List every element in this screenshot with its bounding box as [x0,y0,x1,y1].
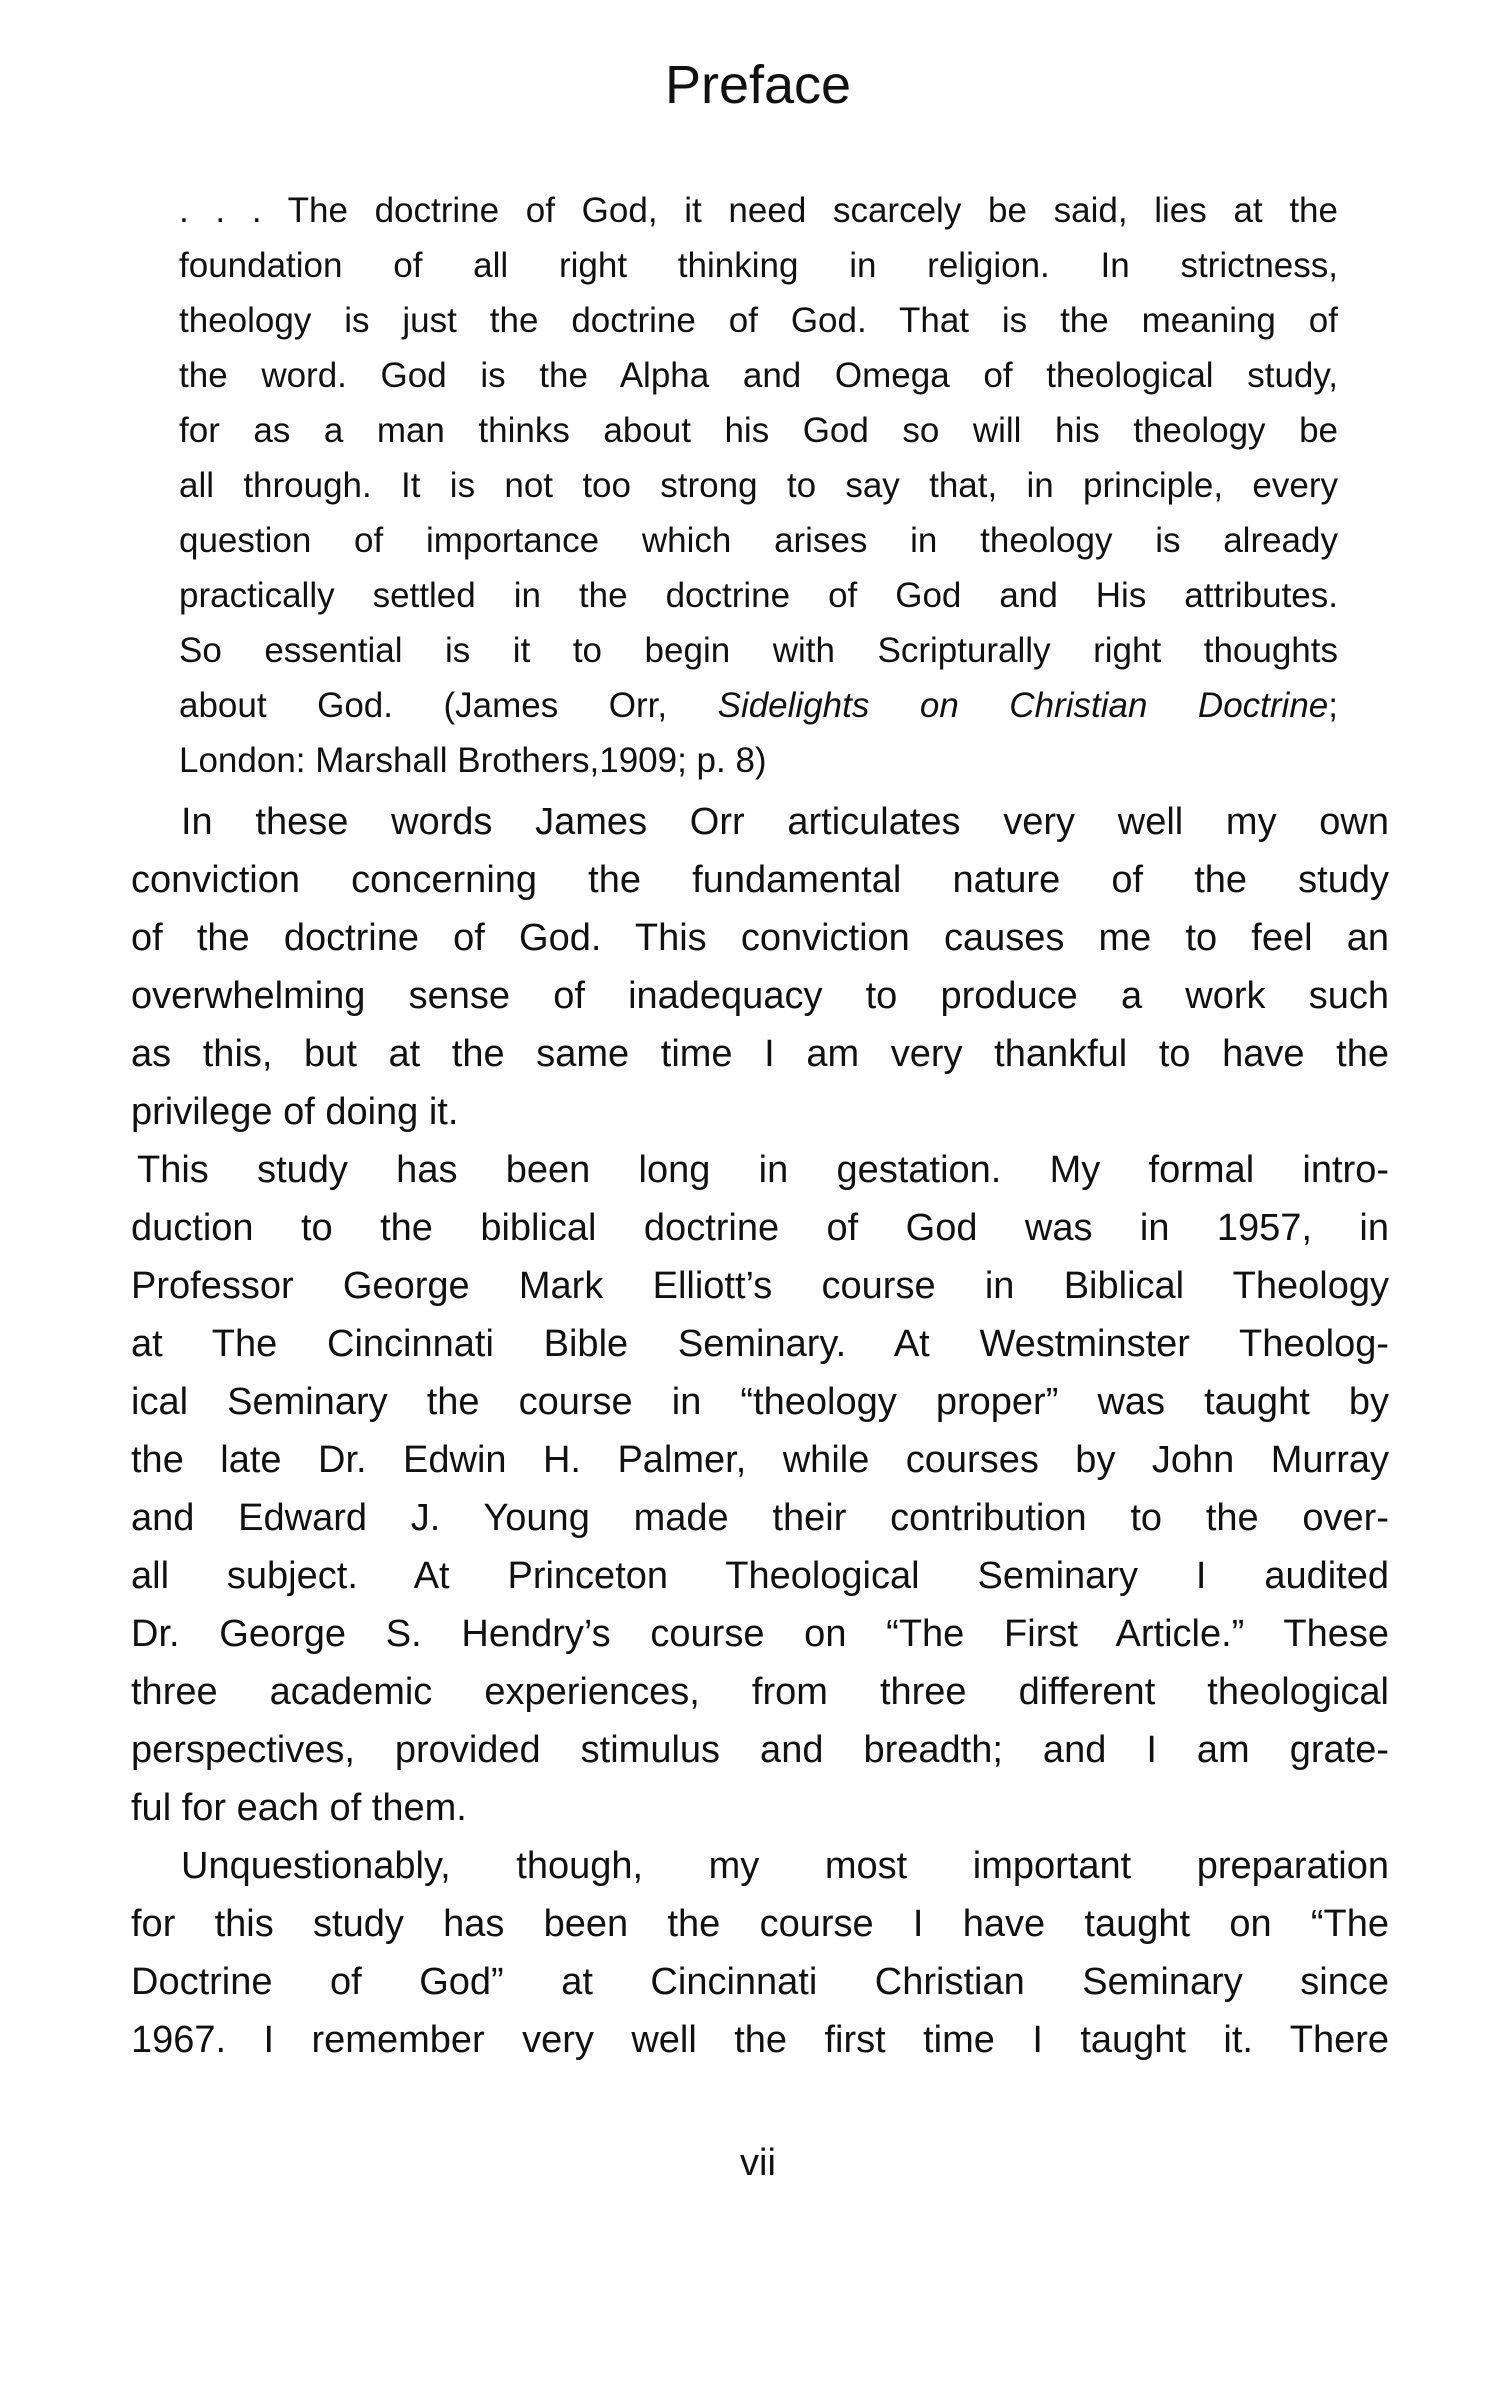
quote-line: practically settled in the doctrine of God and His attributes. [179,576,1338,615]
body-line: privilege of doing it. [131,1091,459,1133]
citation-suffix: ; [1328,686,1338,725]
body-line: ful for each of them. [131,1787,467,1829]
body-line: 1967. I remember very well the first time I taught it. There [131,2019,1389,2061]
body-line: overwhelming sense of inadequacy to produce a work such [131,975,1389,1017]
quote-line: So essential is it to begin with Scripturally right thoughts [179,631,1338,670]
body-line: three academic experiences, from three different theological [131,1671,1389,1713]
quote-line: all through. It is not too strong to say that, in principle, every [179,466,1338,505]
page-number: vii [740,2142,776,2184]
body-line: of the doctrine of God. This conviction causes me to feel an [131,917,1389,959]
body-line: perspectives, provided stimulus and breadth; and I am grate- [131,1729,1389,1771]
body-line: for this study has been the course I have taught on “The [131,1903,1389,1945]
quote-line: for as a man thinks about his God so will his theology be [179,411,1338,450]
body-line: This study has been long in gestation. My formal intro- [137,1149,1389,1191]
block-quote [179,183,1338,788]
body-text [131,793,1389,2069]
quote-line: theology is just the doctrine of God. That is the meaning of [179,301,1338,340]
body-line: at The Cincinnati Bible Seminary. At Westminster Theolog- [131,1323,1389,1365]
body-line: Dr. George S. Hendry’s course on “The First Article.” These [131,1613,1389,1655]
body-line: In these words James Orr articulates very well my own [181,801,1389,843]
citation-book-title: Sidelights on Christian Doctrine [717,686,1329,725]
paragraph [131,1141,1389,1837]
body-line: and Edward J. Young made their contribution to the over- [131,1497,1389,1539]
body-line: all subject. At Princeton Theological Seminary I audited [131,1555,1389,1597]
quote-line: foundation of all right thinking in religion. In strictness, [179,246,1338,285]
quote-line: London: Marshall Brothers,1909; p. 8) [179,741,767,780]
body-line: Professor George Mark Elliott’s course in Biblical Theology [131,1265,1389,1307]
quote-line: the word. God is the Alpha and Omega of theological study, [179,356,1338,395]
quote-citation-line [179,678,1338,733]
quote-line: . . . The doctrine of God, it need scarcely be said, lies at the [179,191,1338,230]
paragraph [131,793,1389,1141]
page-title: Preface [664,55,852,115]
paragraph [131,1837,1389,2069]
citation-prefix: about God. (James Orr, [179,686,718,725]
body-line: duction to the biblical doctrine of God was in 1957, in [131,1207,1389,1249]
body-line: Doctrine of God” at Cincinnati Christian Seminary since [131,1961,1389,2003]
body-line: conviction concerning the fundamental nature of the study [131,859,1389,901]
body-line: the late Dr. Edwin H. Palmer, while courses by John Murray [131,1439,1389,1481]
body-line: as this, but at the same time I am very thankful to have the [131,1033,1389,1075]
body-line: ical Seminary the course in “theology proper” was taught by [131,1381,1389,1423]
body-line: Unquestionably, though, my most important preparation [181,1845,1389,1887]
quote-line: question of importance which arises in theology is already [179,521,1338,560]
